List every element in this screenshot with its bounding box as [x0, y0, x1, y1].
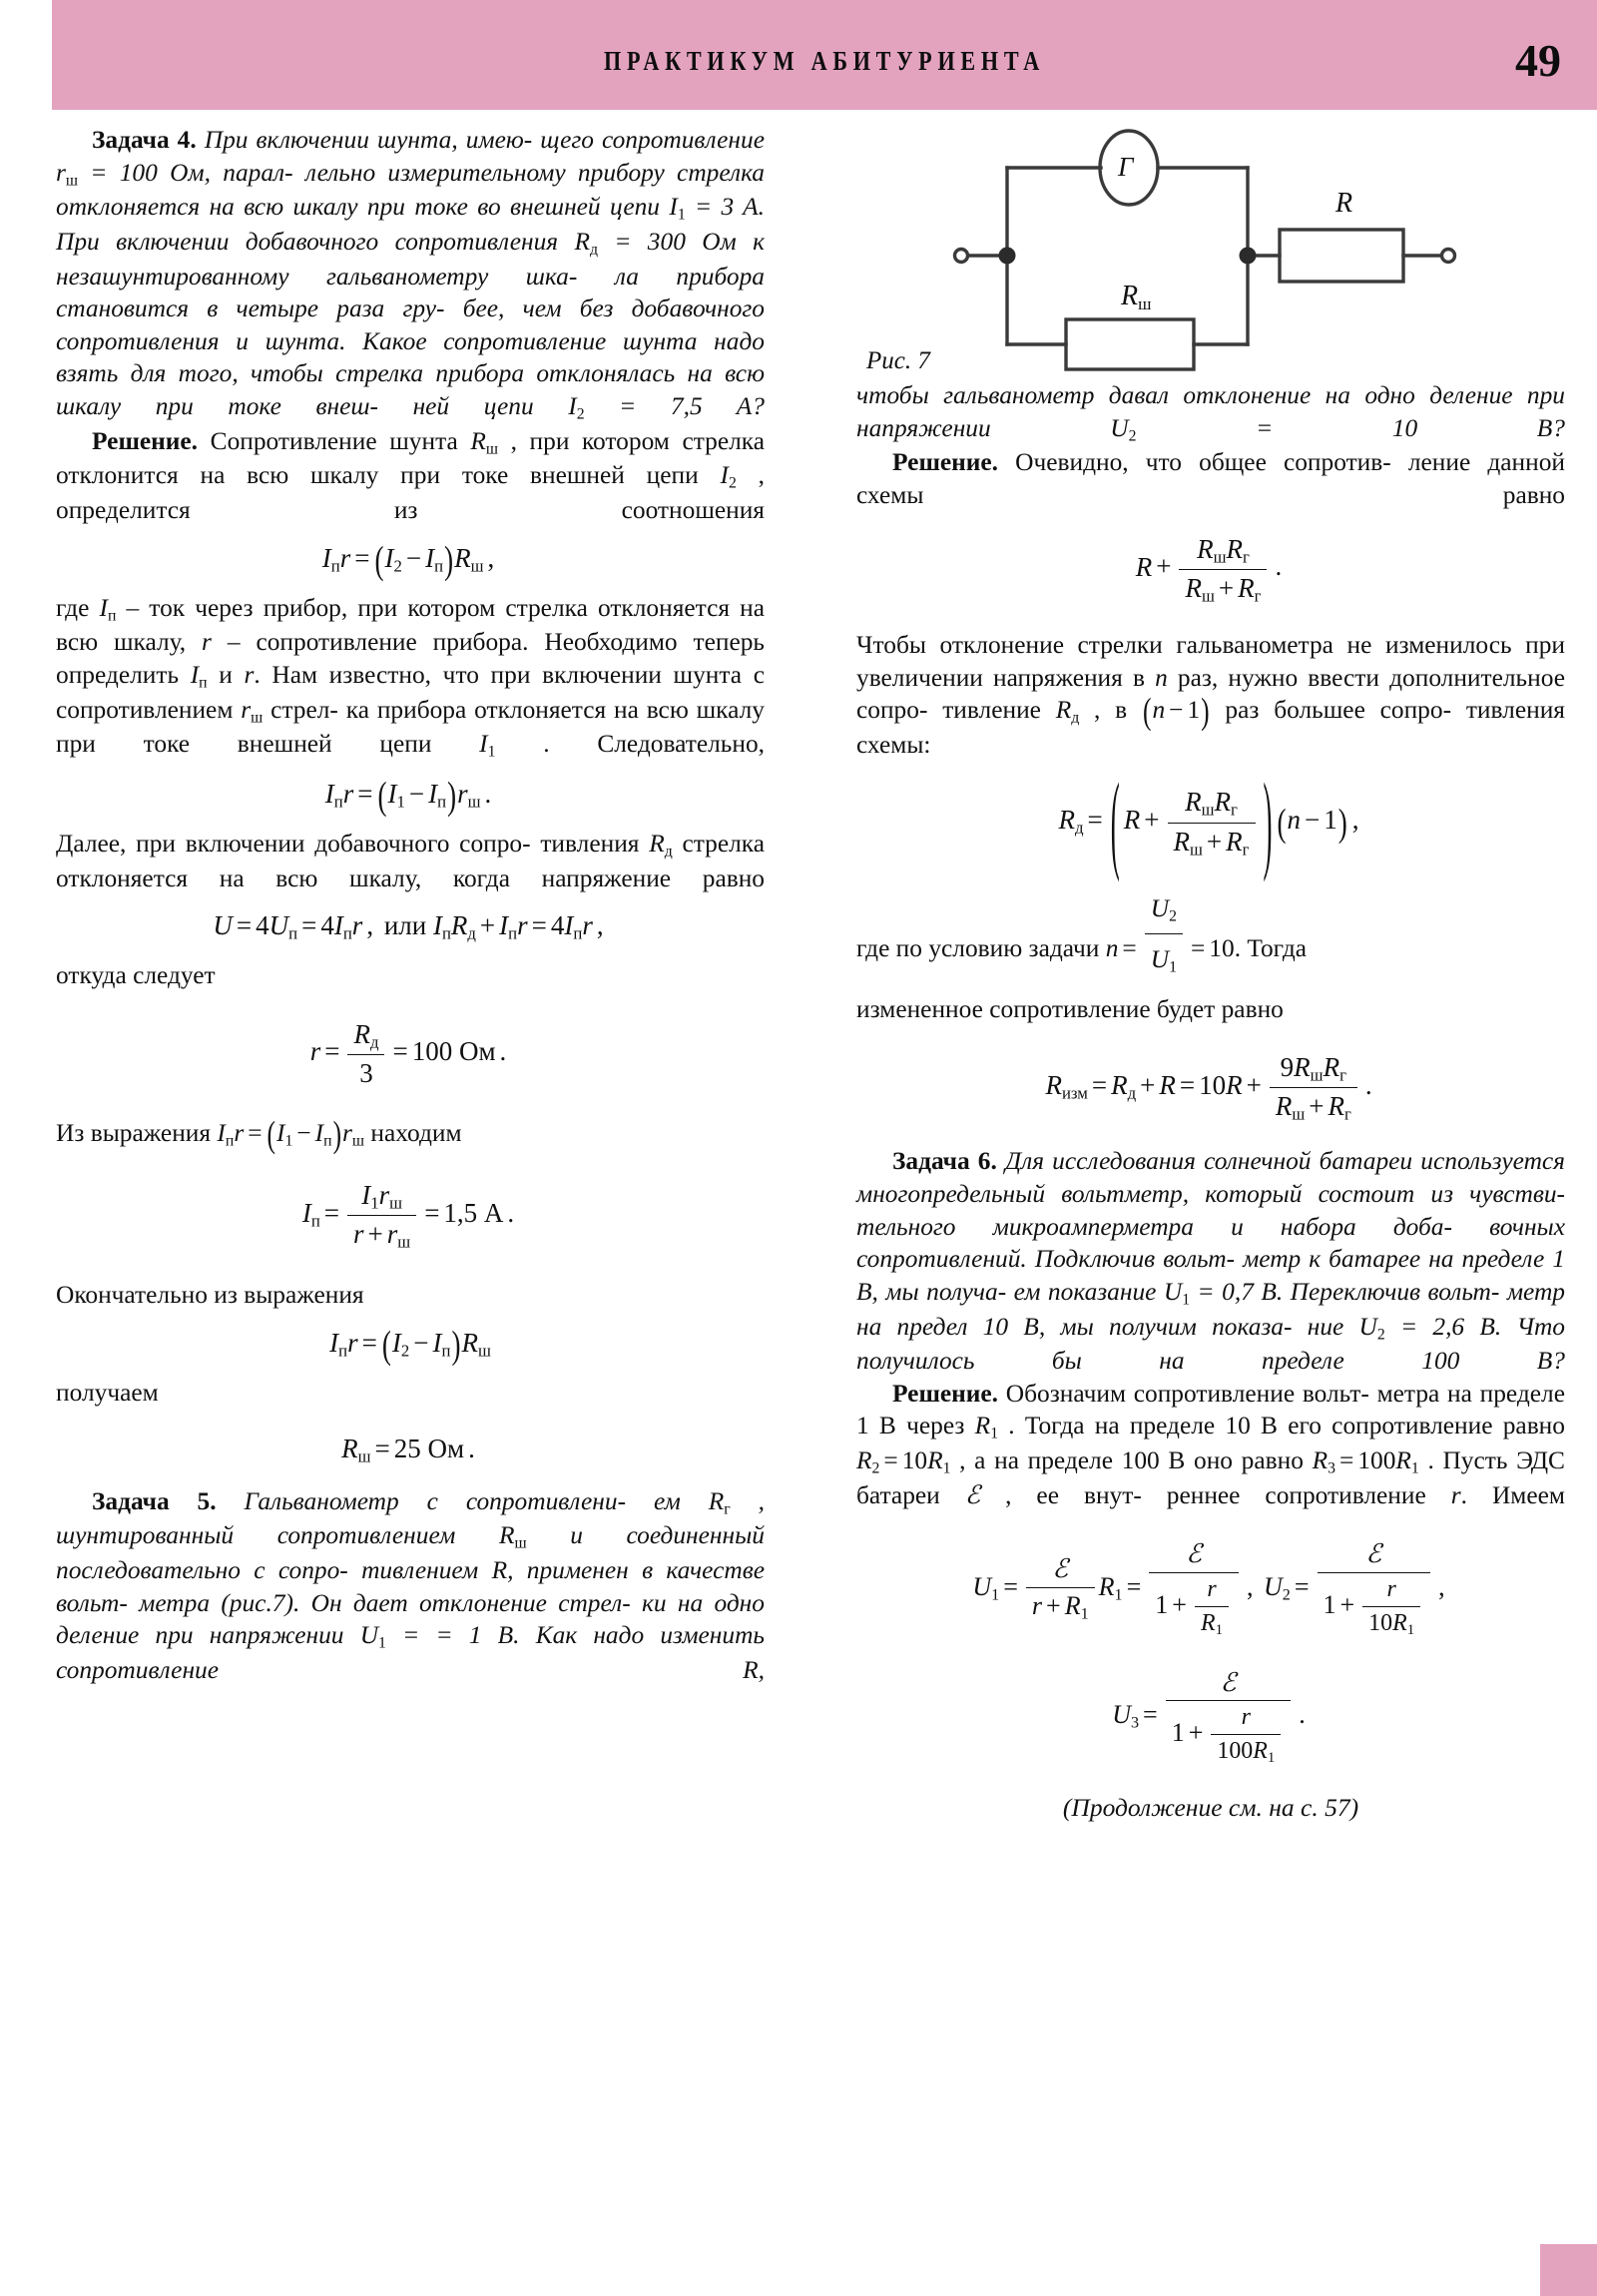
page-number: 49	[1515, 35, 1561, 86]
solution4-paragraph: Решение. Сопротивление шунта $R_ш$ , при котором стрелка отклонится на всю шкалу при токе внешней цепи $I_2$ , определится из соотношения	[56, 426, 765, 525]
right-column	[856, 124, 1565, 1825]
iz-vyrazheniya-line: Из выражения $I_пr = (I_1 - I_п)r_ш$ находим	[56, 1114, 462, 1156]
solution5-paragraph: Решение. Очевидно, что общее сопротив- ление данной схемы равно	[856, 448, 1565, 509]
equation-1: $I_пr = (I_2 - I_п)R_ш$ ,	[321, 538, 495, 582]
figure-caption: Рис. 7	[866, 347, 930, 374]
after-eq2-paragraph: Далее, при включении добавочного сопро- тивления $R_д$ стрелка отклоняется на всю шкалу, когда напряжение равно	[56, 830, 766, 892]
page-title: ПРАКТИКУМ АБИТУРИЕНТА	[603, 46, 1046, 76]
okonchatelno-line: Окончательно из выражения	[56, 1281, 364, 1310]
where-n-line: где по условию задачи n = $\frac{U_2}{U_1}$ = 10. Тогда	[856, 884, 1565, 984]
solution4-label: Решение.	[92, 426, 199, 455]
equation-rizm: $R_{изм} = R_д + R = 10R$ + $\frac{9R_шR_г}{R_ш + R_г}$ .	[1045, 1051, 1372, 1124]
equation-2: $I_пr = (I_1 - I_п)r_ш$ .	[324, 774, 492, 819]
task5-continued: чтобы гальванометр давал отклонение на одно деление при напряжении $U_2 = 10$ B?	[856, 381, 1565, 445]
equation-5: $I_п$ = $\frac{I_1r_ш}{r + r_ш}$ = 1,5 A .	[301, 1179, 515, 1252]
galvanometer-label: Г	[1118, 152, 1134, 182]
solution6-label: Решение.	[892, 1379, 999, 1408]
equation-u1-u2: $U_1$ = $\frac{\text{ℰ}}{r + R_1}$ $R_1$ = ℰ 1 + $\frac{r}{R_1}$ , $U_2$ = ℰ 1 + $\frac{r}{10R_1}$ ,	[856, 1537, 1565, 1639]
resistor-label: R	[1335, 188, 1353, 219]
junction-dot-left	[999, 248, 1016, 265]
izmenennoe-line: измененное сопротивление будет равно	[856, 995, 1284, 1024]
after-eq1-paragraph: где $I_п$ – ток через прибор, при котором стрелка отклоняется на всю шкалу, r – сопротивление прибора. Необходимо теперь определить $I_п$ и r. Нам известно, что при включении шунта с сопротивлением $r_ш$ стрел- ка прибора отклоняется на всю шкалу при токе внешней цепи $I_1$ . Следовательно,	[56, 593, 765, 761]
shunt-resistor-label: $R_ш$	[1121, 281, 1152, 313]
task6-paragraph: Задача 6. Для исследования солнечной батареи используется многопредельный вольтметр, который состоит из чувстви- тельного микроамперметра и набора доба- вочных сопротивлений. Подключив вольт- метр к батарее на пределе 1 B, мы получа- ем показание $U_1 = 0,7$ B. Переключив вольт- метр на предел 10 B, мы получим показа- ние $U_2 = 2,6$ B. Что получилось бы на пределе 100 B?	[856, 1147, 1566, 1376]
equation-total-resistance: R + $\frac{R_шR_г}{R_ш + R_г}$ .	[1135, 533, 1283, 606]
task4-label: Задача 4.	[92, 126, 197, 154]
equation-4: r = $\frac{R_д}{3}$ = 100 Ом .	[56, 1017, 765, 1091]
figure-7	[856, 124, 1555, 373]
junction-dot-right	[1240, 248, 1257, 265]
continuation-note: (Продолжение см. на с. 57)	[1062, 1793, 1359, 1823]
left-column	[56, 124, 765, 1687]
header-band	[52, 0, 1597, 110]
equation-3: $U = 4U_п = 4I_пr$ , или $I_пR_д + I_пr = 4I_пr$ ,	[213, 910, 604, 944]
corner-decoration	[1540, 2244, 1597, 2296]
equation-u3: $U_3$ = ℰ 1 + $\frac{r}{100R_1}$ .	[856, 1666, 1565, 1768]
after-total-paragraph: Чтобы отклонение стрелки гальванометра не изменилось при увеличении напряжения в n раз, нужно ввести дополнительное сопро- тивление $R_д$ , в (n − 1) раз большее сопро- тивления схемы:	[856, 630, 1566, 759]
equation-7: $R_ш = 25$ Ом .	[341, 1433, 475, 1466]
task6-label: Задача 6.	[892, 1147, 997, 1176]
solution6-paragraph: Решение. Обозначим сопротивление вольт- метра на пределе 1 B через $R_1$ . Тогда на пределе 10 B его сопротивление равно $R_2 = 10R_1$ , а на пределе 100 B оно равно $R_3 = 100R_1$ . Пусть ЭДС батареи ℰ , ее внут- реннее сопротивление r. Имеем	[856, 1379, 1565, 1509]
equation-rd: $R_д$ = ( R + $\frac{R_шR_г}{R_ш + R_г}$ ) (n − 1) ,	[1058, 760, 1359, 883]
solution5-label: Решение.	[892, 448, 999, 477]
task4-line1: При включении шунта, имею-	[204, 126, 533, 154]
task5-paragraph: Задача 5. Гальванометр с сопротивлени- ем $R_г$ , шунтированный сопротивлением $R_ш$ и соединенный последовательно с сопро- тивлением R, применен в качестве вольт- метра (рис.7). Он дает отклонение стрел- ки на одно деление при напряжении $U_1$ = = 1 B. Как надо изменить сопротивление R,	[56, 1486, 765, 1684]
equation-6: $I_пr = (I_2 - I_п)R_ш$	[329, 1323, 491, 1367]
task4-paragraph: Задача 4. При включении шунта, имею- щего сопротивление $r_ш = 100$ Ом, парал- лельно измерительному прибору стрелка отклоняется на всю шкалу при токе во внешней цепи $I_1 = 3$ A. При включении добавочного сопротивления $R_д = 300$ Ом к незашунтированному гальванометру шка- ла прибора становится в четыре раза гру- бее, чем без добавочного сопротивления и шунта. Какое сопротивление шунта надо взять для того, чтобы стрелка прибора отклонялась на всю шкалу при токе внеш- ней цепи $I_2 = 7,5$ A?	[56, 126, 766, 423]
after-eq3-text: откуда следует	[56, 960, 216, 989]
poluchaem-line: получаем	[56, 1378, 159, 1407]
circuit-diagram	[856, 124, 1555, 373]
task5-label: Задача 5.	[92, 1486, 217, 1515]
